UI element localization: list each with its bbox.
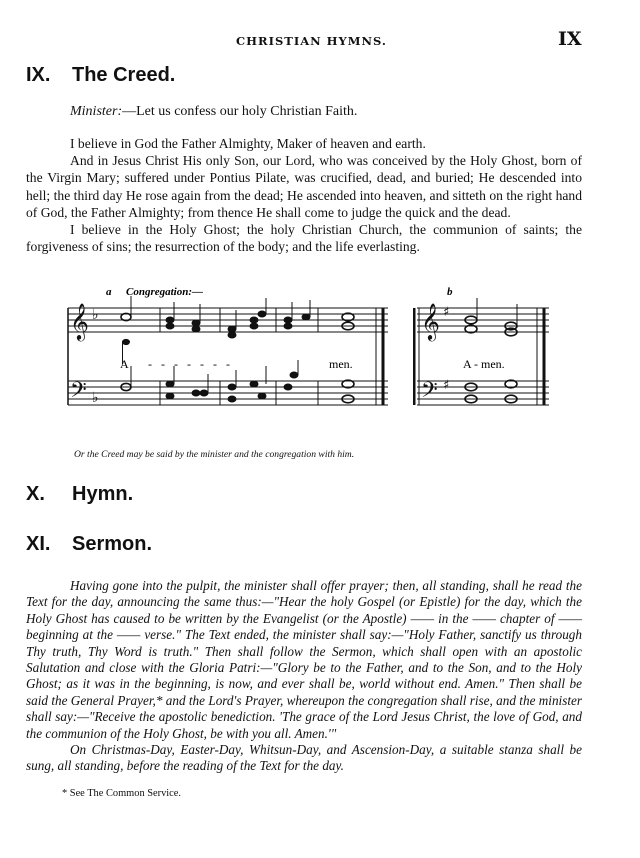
creed-heading	[26, 64, 175, 87]
minister-line	[70, 104, 357, 120]
svg-text:𝄞: 𝄞	[70, 302, 89, 340]
page-number: IX	[558, 28, 582, 50]
svg-text:𝄢: 𝄢	[70, 378, 87, 408]
amen-score-b	[413, 286, 553, 426]
amen-score-a	[64, 286, 392, 426]
svg-text:♯: ♯	[443, 378, 450, 393]
creed-paragraph-1: I believe in God the Father Almighty, Maker of heaven and earth.	[70, 136, 426, 151]
minister-label: Minister:	[70, 104, 123, 119]
creed-text	[26, 135, 582, 255]
running-title: CHRISTIAN HYMNS.	[236, 34, 387, 48]
sermon-heading	[26, 533, 152, 556]
sermon-paragraph-1: Having gone into the pulpit, the minister shall offer prayer; then, all standing, shall he read the Text for the day, announcing the same thus:—"Hear the holy Gospel (or Epistle) for the day, which the Holy Ghost has caused to be written by the Evangelist (or the Apostle) —— in the —— chapter of —— beginning at the —— verse." The Text ended, the minister shall say:—"Holy Father, sanctify us through Thy truth, Thy Word is truth." Then shall follow the Sermon, which shall open with an apostolic Salutation and close with the Gloria Patri:—"Glory be to the Father, and to the Son, and to the Holy Ghost; as it was in the beginning, is now, and ever shall be, world without end. Amen." Then shall be said the General Prayer,* and the Lord's Prayer, whereupon the congregation shall rise, and the minister shall say:—"Receive the apostolic benediction. 'The grace of the Lord Jesus Christ, the love of God, and the communion of the Holy Ghost, be with you all. Amen.'"	[26, 578, 582, 741]
creed-rubric: Or the Creed may be said by the minister and the congregation with him.	[74, 449, 355, 460]
creed-paragraph-2: And in Jesus Christ His only Son, our Lord, who was conceived by the Holy Ghost, born of the Virgin Mary; suffered under Pontius Pilate, was crucified, dead, and buried; He descended into hell; the third day He rose again from the dead; He ascended into heaven, and sitteth on the right hand of God, the Father Almighty; from thence He shall come to judge the quick and the dead.	[26, 153, 582, 220]
score-a-lyric-dashes: - - - - - - -	[148, 357, 230, 371]
svg-text:𝄢: 𝄢	[421, 378, 438, 408]
footnote: * See The Common Service.	[62, 788, 181, 799]
score-b-letter: b	[447, 286, 453, 298]
sermon-section-title: Sermon.	[72, 533, 153, 555]
creed-section-number: IX.	[26, 64, 51, 86]
svg-text:♭: ♭	[92, 390, 99, 406]
score-a-lyric-men: men.	[329, 357, 353, 371]
sermon-section-number: XI.	[26, 533, 51, 555]
svg-text:♭: ♭	[92, 307, 99, 323]
svg-text:♯: ♯	[443, 305, 450, 320]
svg-text:𝄞: 𝄞	[421, 302, 440, 340]
sermon-rubric	[26, 578, 582, 775]
minister-text: —Let us confess our holy Christian Faith.	[122, 104, 358, 119]
score-a-lyric-a: A	[120, 357, 129, 371]
sermon-paragraph-2: On Christmas-Day, Easter-Day, Whitsun-Day, and Ascension-Day, a suitable stanza shall be sung, all standing, before the reading of the Text for the day.	[26, 742, 582, 774]
hymn-heading	[26, 483, 133, 506]
score-a-letter: a	[106, 286, 112, 298]
score-b-lyric: A - men.	[463, 357, 505, 371]
score-a-label: Congregation:—	[126, 286, 204, 298]
hymn-section-number: X.	[26, 483, 45, 505]
hymn-section-title: Hymn.	[72, 483, 134, 505]
creed-paragraph-3: I believe in the Holy Ghost; the holy Christian Church, the communion of saints; the forgiveness of sins; the resurrection of the body; and the life everlasting.	[26, 222, 582, 255]
creed-section-title: The Creed.	[72, 64, 176, 86]
